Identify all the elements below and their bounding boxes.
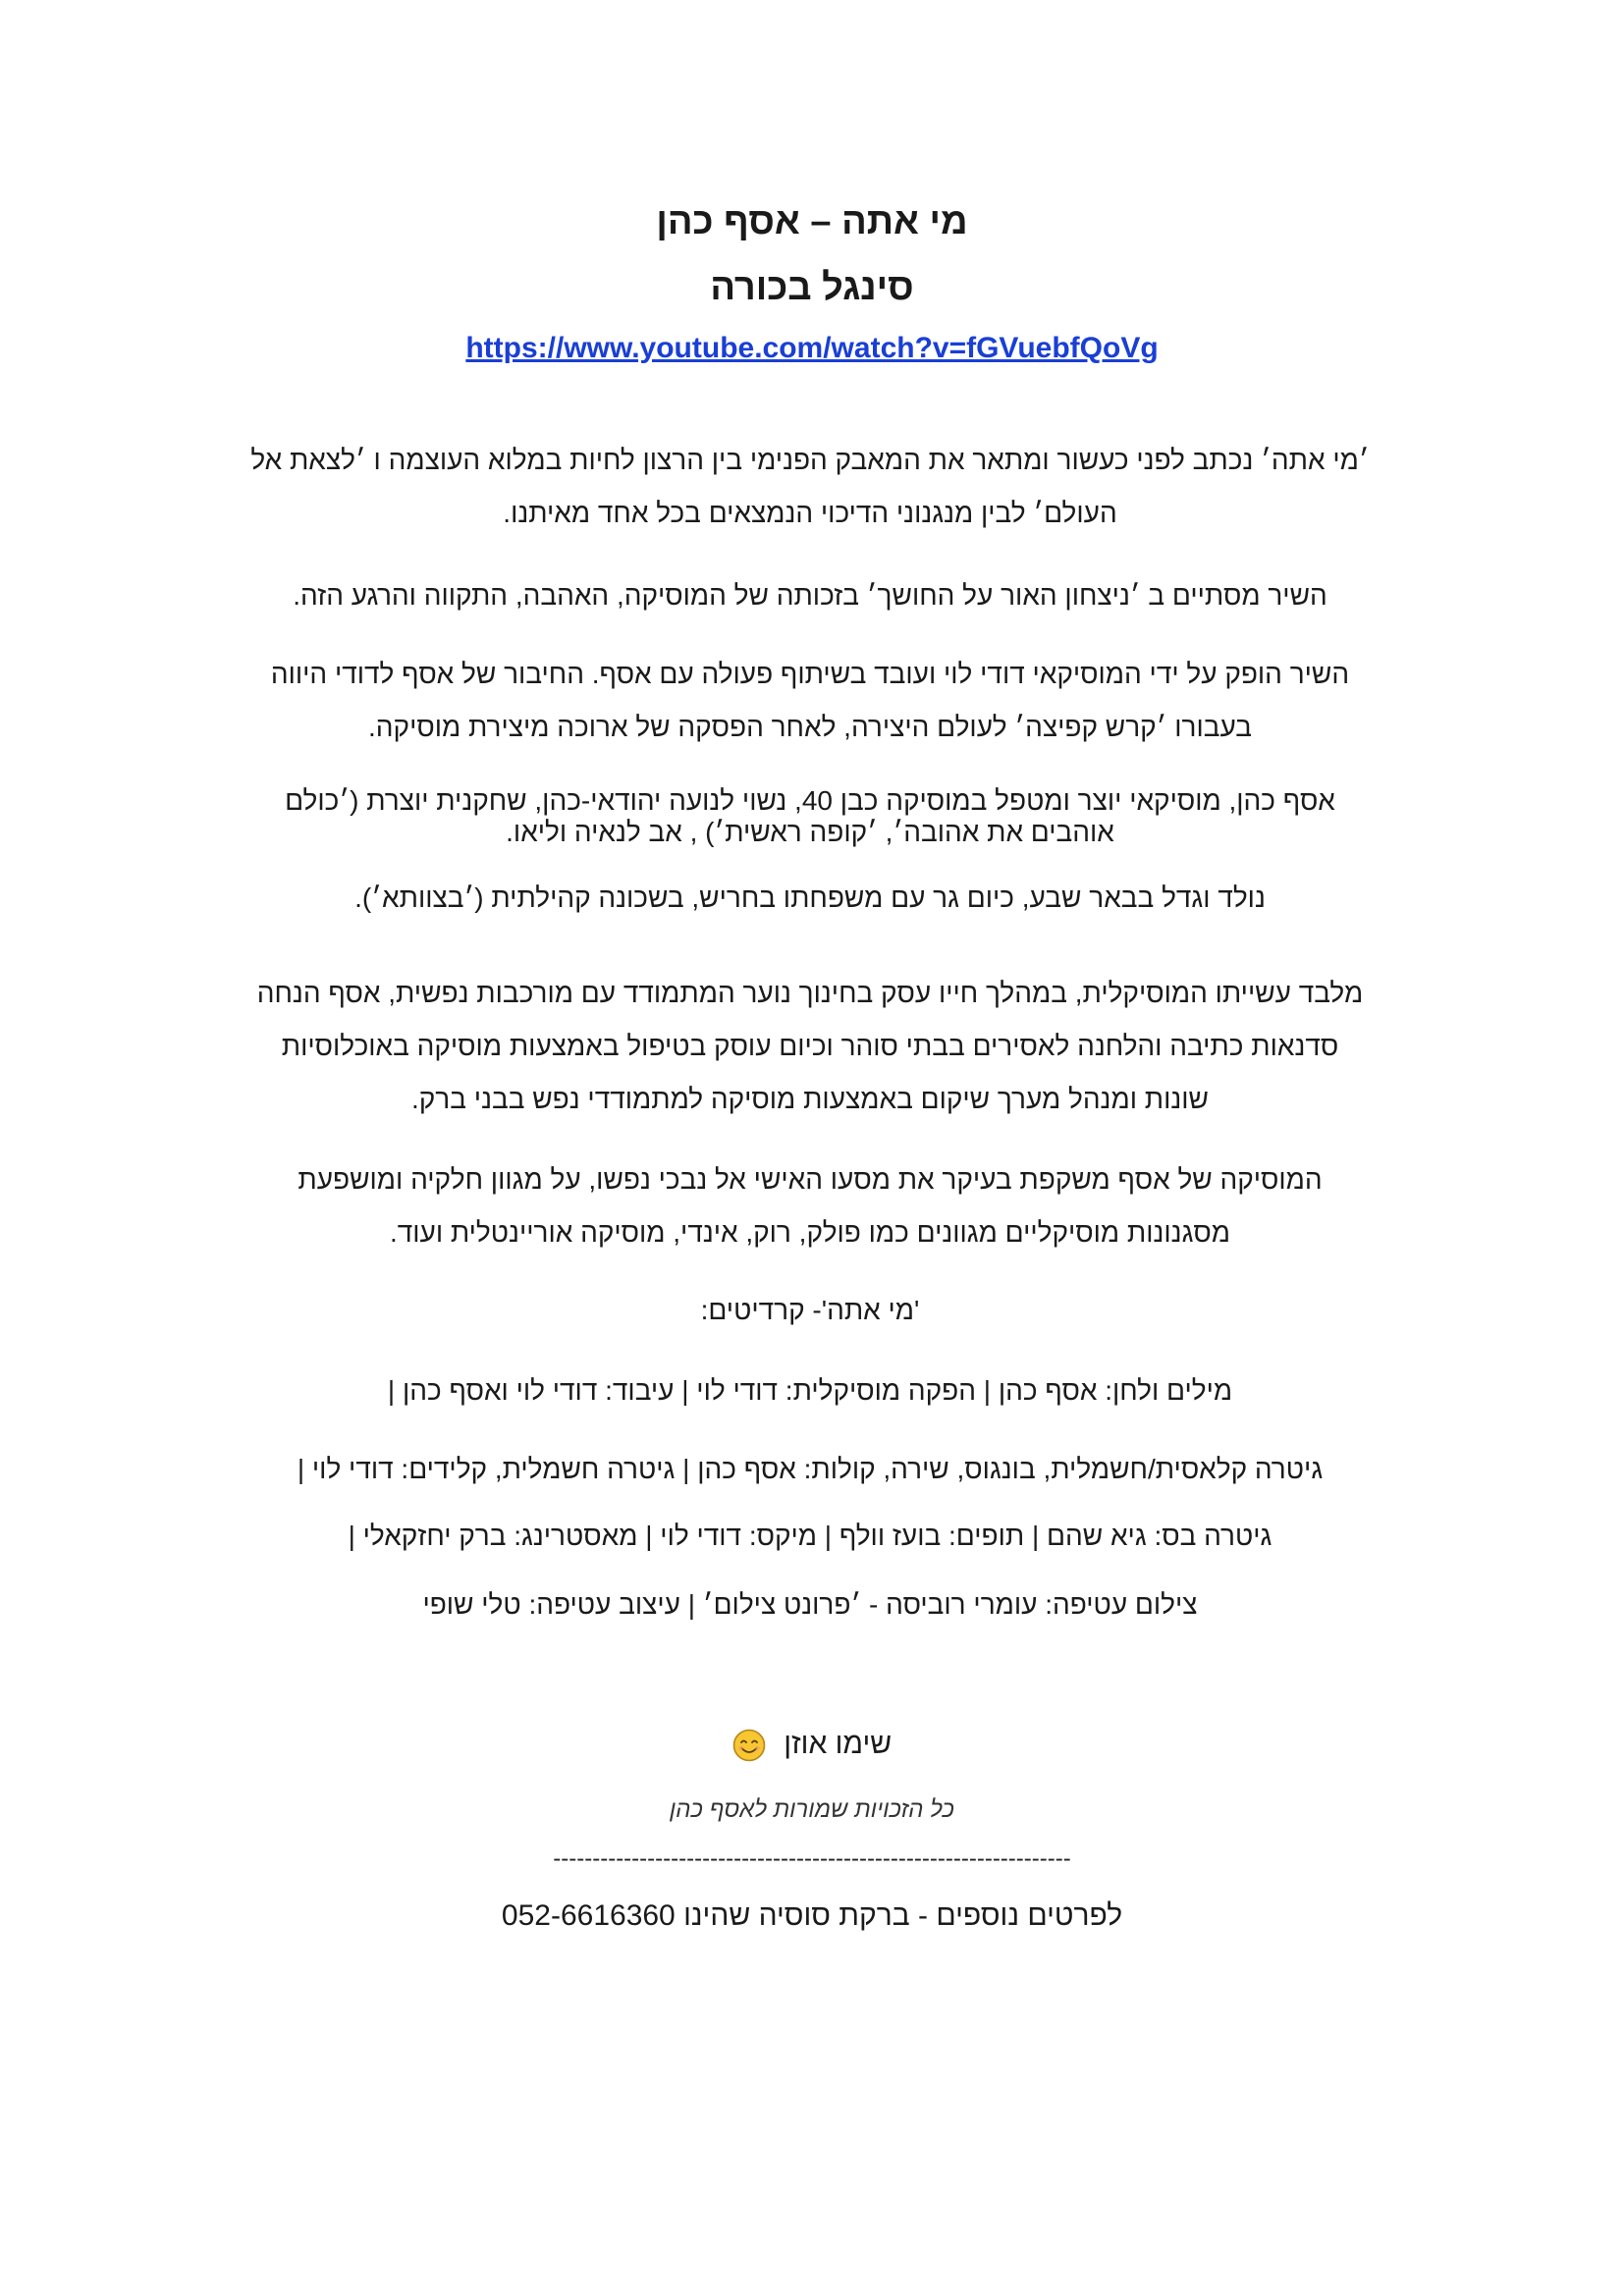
music-line-1: המוסיקה של אסף משקפת בעיקר את מסעו האישי אל נבכי נפשו, על מגוון חלקיה ומושפעת xyxy=(298,1164,1323,1195)
besides-line-2: סדנאות כתיבה והלחנה לאסירים בבתי סוהר וכיום עוסק בטיפול באמצעות מוסיקה באוכלוסיות xyxy=(281,1031,1339,1061)
smiling-face-icon xyxy=(732,1729,766,1762)
credits-heading xyxy=(236,1284,1384,1337)
credits-line-1 xyxy=(236,1364,1384,1417)
intro-line-1: ׳מי אתה׳ נכתב לפני כעשור ומתאר את המאבק הפנימי בין הרצון לחיות במלוא העוצמה ו ׳לצאת אל xyxy=(250,445,1370,475)
credits-line-2-text: גיטרה קלאסית/חשמלית, בונגוס, שירה, קולות: אסף כהן | גיטרה חשמלית, קלידים: דודי לוי | xyxy=(297,1454,1324,1484)
music-paragraph xyxy=(236,1153,1384,1259)
produced-line-2: בעבורו ׳קרש קפיצה׳ לעולם היצירה, לאחר הפסקה של ארוכה מיצירת מוסיקה. xyxy=(368,712,1252,742)
ending-line-1: השיר מסתיים ב ׳ניצחון האור על החושך׳ בזכותה של המוסיקה, האהבה, התקווה והרגע הזה. xyxy=(293,580,1327,611)
produced-paragraph xyxy=(236,648,1384,754)
besides-line-3: שונות ומנהל מערך שיקום באמצעות מוסיקה למתמודדי נפש בבני ברק. xyxy=(411,1084,1209,1114)
signature-text: שימו אוזן xyxy=(784,1728,893,1760)
credits-line-2 xyxy=(236,1443,1384,1496)
credits-line-4 xyxy=(236,1578,1384,1631)
credits-line-1-text: מילים ולחן: אסף כהן | הפקה מוסיקלית: דודי לוי | עיבוד: דודי לוי ואסף כהן | xyxy=(387,1375,1233,1406)
credits-line-3 xyxy=(236,1510,1384,1563)
youtube-link[interactable]: https://www.youtube.com/watch?v=fGVuebfQoVg xyxy=(465,332,1159,364)
rights-notice: כל הזכויות שמורות לאסף כהן xyxy=(669,1796,955,1823)
bio-line-1: אסף כהן, מוסיקאי יוצר ומטפל במוסיקה כבן 40, נשוי לנועה יהודאי-כהן, שחקנית יוצרת (׳כולם xyxy=(285,785,1335,816)
music-line-2: מסגנונות מוסיקליים מגוונים כמו פולק, רוק, אינדי, מוסיקה אוריינטלית ועוד. xyxy=(389,1217,1231,1248)
bio-paragraph xyxy=(236,785,1384,848)
contact-line: לפרטים נוספים - ברקת סוסיה שהינו 052-6616360 xyxy=(501,1899,1123,1932)
produced-line-1: השיר הופק על ידי המוסיקאי דודי לוי ועובד בשיתוף פעולה עם אסף. החיבור של אסף לדודי היווה xyxy=(270,659,1350,689)
page-title: מי אתה – אסף כהן xyxy=(656,201,968,242)
credits-heading-text: 'מי אתה'- קרדיטים: xyxy=(700,1295,920,1325)
born-line-1: נולד וגדל בבאר שבע, כיום גר עם משפחתו בחריש, בשכונה קהילתית (׳בצוותא׳). xyxy=(354,882,1266,913)
intro-line-2: העולם׳ לבין מנגנוני הדיכוי הנמצאים בכל אחד מאיתנו. xyxy=(503,498,1117,528)
credits-line-3-text: גיטרה בס: גיא שהם | תופים: בועז וולף | מיקס: דודי לוי | מאסטרינג: ברק יחזקאלי | xyxy=(348,1521,1272,1551)
divider-line: ------------------------------------------------------------------ xyxy=(553,1845,1071,1872)
besides-line-1: מלבד עשייתו המוסיקלית, במהלך חייו עסק בחינוך נוער המתמודד עם מורכבות נפשית, אסף הנחה xyxy=(256,978,1364,1008)
besides-paragraph xyxy=(236,967,1384,1126)
bio-line-2: אוהבים את אהובה׳, ׳קופה ראשית׳) , אב לנאיה וליאו. xyxy=(506,817,1114,847)
ending-paragraph xyxy=(236,569,1384,622)
intro-paragraph xyxy=(236,434,1384,540)
credits-line-4-text: צילום עטיפה: עומרי רוביסה - ׳פרונט צילום׳ | עיצוב עטיפה: טלי שופי xyxy=(422,1589,1198,1620)
signature xyxy=(0,1728,1624,1762)
born-paragraph xyxy=(236,872,1384,925)
page-subtitle: סינגל בכורה xyxy=(710,267,914,308)
